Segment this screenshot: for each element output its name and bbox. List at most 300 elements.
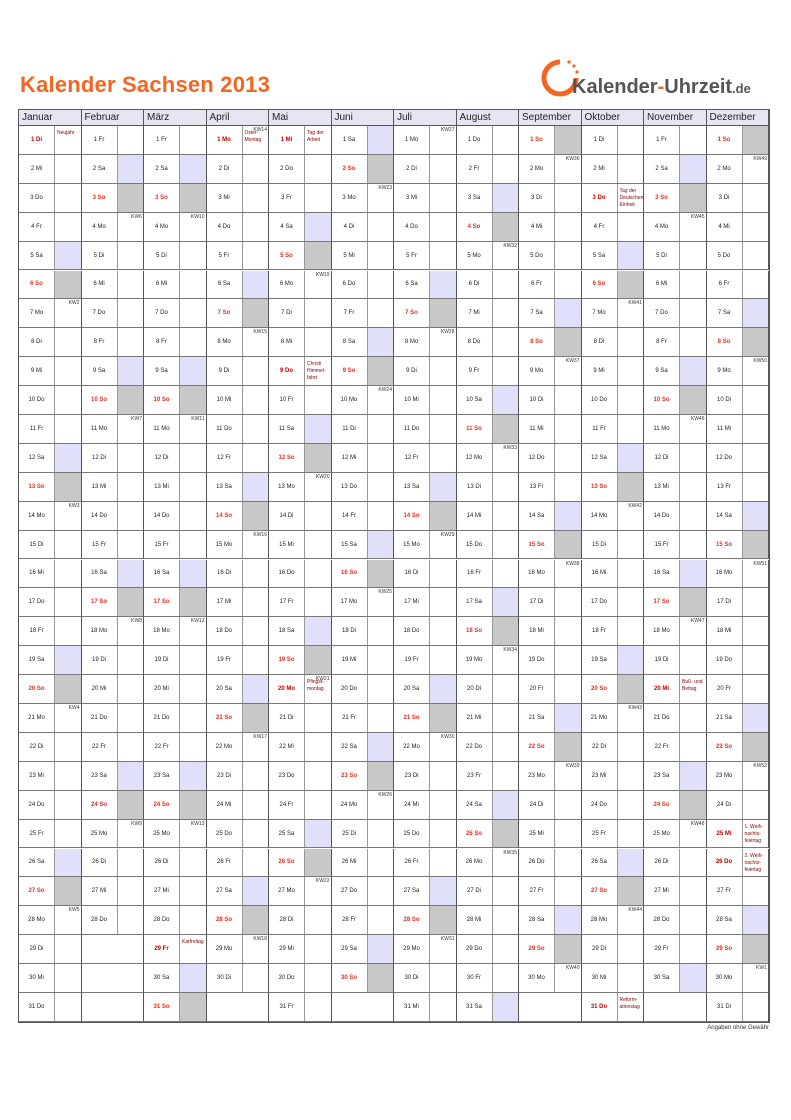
day-note-area <box>743 935 769 963</box>
day-note-area <box>680 877 706 905</box>
day-cell <box>82 213 145 242</box>
day-cell <box>457 704 520 733</box>
day-cell <box>707 820 770 849</box>
day-cell <box>144 704 207 733</box>
week-number: KW39 <box>565 762 580 769</box>
day-cell <box>519 357 582 386</box>
day-cell <box>82 502 145 531</box>
day-number-label: 28 Fr <box>332 906 368 934</box>
day-number-label: 27 Mo <box>269 877 305 905</box>
day-cell <box>332 271 395 300</box>
day-cell <box>207 531 270 560</box>
day-note-area <box>493 531 519 559</box>
day-number-label: 1 Sa <box>332 126 368 154</box>
day-cell <box>644 791 707 820</box>
day-number-label: 3 Di <box>519 184 555 212</box>
day-note-area <box>555 531 581 559</box>
day-cell <box>207 126 270 155</box>
day-number-label: 14 Mo <box>19 502 55 530</box>
day-number-label: 19 Di <box>144 646 180 674</box>
day-cell <box>707 328 770 357</box>
brand-logo[interactable] <box>540 56 780 104</box>
day-note-area <box>430 675 456 703</box>
day-number-label: 10 Do <box>582 386 618 414</box>
day-cell <box>207 155 270 184</box>
day-number-label: 14 Mi <box>457 502 493 530</box>
day-cell <box>207 646 270 675</box>
day-note-area <box>743 184 769 212</box>
day-note-area <box>618 328 644 356</box>
day-number-label: 31 Do <box>582 993 618 1021</box>
day-note-area <box>680 560 706 588</box>
day-cell <box>144 386 207 415</box>
day-number-label: 27 Mi <box>82 877 118 905</box>
day-cell <box>394 531 457 560</box>
day-note-area <box>118 271 144 299</box>
day-note-area <box>743 820 769 848</box>
month-header-11: Dezember <box>707 110 770 126</box>
day-number-label: 12 Di <box>644 444 680 472</box>
day-number-label: 25 Sa <box>269 820 305 848</box>
day-note-area <box>555 444 581 472</box>
day-number-label: 25 Fr <box>582 820 618 848</box>
day-cell <box>582 502 645 531</box>
day-note-area <box>243 617 269 645</box>
day-number-label: 22 Di <box>19 733 55 761</box>
day-cell <box>144 299 207 328</box>
day-number-label: 14 Do <box>82 502 118 530</box>
day-cell <box>582 964 645 993</box>
day-number-label: 16 Mi <box>582 560 618 588</box>
day-number-label: 4 Mo <box>644 213 680 241</box>
day-note-area <box>555 820 581 848</box>
day-number-label: 27 So <box>19 877 55 905</box>
day-number-label: 13 Mi <box>644 473 680 501</box>
day-cell <box>394 502 457 531</box>
day-note-area <box>180 849 206 877</box>
day-note-area <box>555 213 581 241</box>
day-cell <box>207 502 270 531</box>
day-note-area <box>55 242 81 270</box>
day-cell <box>269 675 332 704</box>
day-note-area <box>243 473 269 501</box>
week-number: KW21 <box>315 676 330 683</box>
day-cell <box>582 415 645 444</box>
day-note-area <box>180 646 206 674</box>
day-number-label: 4 Mo <box>82 213 118 241</box>
day-note-area <box>743 906 769 934</box>
day-number-label: 21 Do <box>144 704 180 732</box>
day-note-area <box>618 155 644 183</box>
day-note-area <box>368 560 394 588</box>
day-cell <box>19 820 82 849</box>
day-number-label: 1 Do <box>457 126 493 154</box>
day-number-label: 1 Mi <box>269 126 305 154</box>
day-number-label: 30 Mi <box>582 964 618 992</box>
day-number-label: 2 Mi <box>582 155 618 183</box>
day-number-label: 7 Sa <box>707 299 743 327</box>
day-number-label: 7 So <box>394 299 430 327</box>
day-note-area <box>180 444 206 472</box>
day-cell <box>707 675 770 704</box>
day-cell <box>457 906 520 935</box>
day-note-area <box>430 184 456 212</box>
day-cell <box>644 444 707 473</box>
week-number: KW8 <box>131 618 142 625</box>
day-note-area <box>430 762 456 790</box>
day-number-label: 15 Mo <box>207 531 243 559</box>
day-cell <box>644 328 707 357</box>
day-number-label: 12 Sa <box>19 444 55 472</box>
day-cell <box>582 271 645 300</box>
day-number-label: 19 Sa <box>582 646 618 674</box>
day-cell <box>707 617 770 646</box>
day-note-area <box>618 242 644 270</box>
day-number-label: 8 Fr <box>82 328 118 356</box>
day-number-label: 18 Mi <box>707 617 743 645</box>
day-cell <box>707 906 770 935</box>
day-number-label: 23 Mi <box>19 762 55 790</box>
day-note-area <box>618 704 644 732</box>
day-number-label: 27 Fr <box>519 877 555 905</box>
day-cell <box>269 820 332 849</box>
day-number-label: 6 Di <box>457 271 493 299</box>
day-number-label: 26 Mo <box>457 849 493 877</box>
week-number: KW1 <box>756 965 767 972</box>
day-note-area <box>305 964 331 992</box>
day-number-label: 27 Mi <box>144 877 180 905</box>
day-number-label: 21 Fr <box>332 704 368 732</box>
day-note-area <box>368 328 394 356</box>
day-note-area <box>180 213 206 241</box>
day-note-area <box>368 271 394 299</box>
day-number-label: 21 Mo <box>582 704 618 732</box>
day-cell <box>144 242 207 271</box>
day-note-area <box>430 820 456 848</box>
day-note-area <box>180 357 206 385</box>
day-cell <box>582 849 645 878</box>
day-cell <box>644 733 707 762</box>
day-number-label: 25 Di <box>332 820 368 848</box>
day-note-area <box>430 242 456 270</box>
day-cell <box>582 126 645 155</box>
day-note-area <box>118 184 144 212</box>
day-note-area <box>555 155 581 183</box>
day-cell <box>519 820 582 849</box>
day-note-area <box>180 473 206 501</box>
holiday-name: Tag der Arbeit <box>307 130 324 143</box>
day-number-label: 8 Mo <box>394 328 430 356</box>
day-note-area <box>118 502 144 530</box>
day-number-label: 8 Mi <box>269 328 305 356</box>
day-cell <box>19 415 82 444</box>
day-cell <box>332 444 395 473</box>
day-cell <box>519 531 582 560</box>
day-note-area <box>680 675 706 703</box>
day-number-label: 4 Sa <box>269 213 305 241</box>
day-number-label: 29 So <box>519 935 555 963</box>
day-number-label: 8 Di <box>582 328 618 356</box>
day-note-area <box>368 386 394 414</box>
day-number-label: 8 Sa <box>332 328 368 356</box>
day-number-label: 30 Mo <box>707 964 743 992</box>
day-number-label: 28 So <box>207 906 243 934</box>
day-note-area <box>493 328 519 356</box>
day-cell <box>269 415 332 444</box>
day-cell <box>144 675 207 704</box>
day-note-area <box>55 646 81 674</box>
empty-day-cell <box>82 993 145 1022</box>
day-number-label: 17 Mo <box>332 588 368 616</box>
day-number-label: 21 Do <box>82 704 118 732</box>
day-note-area <box>493 704 519 732</box>
day-number-label: 17 So <box>82 588 118 616</box>
day-cell <box>19 762 82 791</box>
day-cell <box>457 473 520 502</box>
day-note-area <box>618 588 644 616</box>
day-note-area <box>180 126 206 154</box>
day-number-label: 13 Do <box>332 473 368 501</box>
day-number-label: 11 Mo <box>644 415 680 443</box>
day-cell <box>19 675 82 704</box>
day-note-area <box>618 560 644 588</box>
day-note-area <box>305 791 331 819</box>
day-number-label: 1 So <box>519 126 555 154</box>
day-cell <box>394 560 457 589</box>
day-note-area <box>493 155 519 183</box>
day-note-area <box>180 791 206 819</box>
day-note-area <box>55 935 81 963</box>
day-note-area <box>243 820 269 848</box>
day-note-area <box>430 473 456 501</box>
day-number-label: 7 So <box>207 299 243 327</box>
day-note-area <box>368 155 394 183</box>
day-number-label: 26 Sa <box>19 849 55 877</box>
day-number-label: 17 So <box>644 588 680 616</box>
day-note-area <box>555 935 581 963</box>
day-cell <box>457 849 520 878</box>
day-cell <box>394 964 457 993</box>
week-number: KW38 <box>565 560 580 567</box>
day-note-area <box>555 675 581 703</box>
day-number-label: 30 Mo <box>519 964 555 992</box>
day-note-area <box>555 386 581 414</box>
day-note-area <box>493 993 519 1021</box>
holiday-name: Christi Himmel-fahrt <box>307 361 326 382</box>
day-note-area <box>180 299 206 327</box>
day-note-area <box>243 560 269 588</box>
day-note-area <box>118 386 144 414</box>
day-cell <box>707 357 770 386</box>
day-number-label: 7 Do <box>144 299 180 327</box>
day-note-area <box>430 357 456 385</box>
day-cell <box>269 733 332 762</box>
week-number: KW23 <box>378 184 392 191</box>
day-cell <box>332 357 395 386</box>
day-number-label: 15 Fr <box>644 531 680 559</box>
day-number-label: 7 Sa <box>519 299 555 327</box>
day-note-area <box>680 733 706 761</box>
day-cell <box>582 213 645 242</box>
day-note-area <box>493 213 519 241</box>
day-number-label: 10 Mo <box>332 386 368 414</box>
day-number-label: 12 Do <box>519 444 555 472</box>
day-number-label: 10 So <box>82 386 118 414</box>
day-number-label: 17 Mi <box>394 588 430 616</box>
day-note-area <box>493 299 519 327</box>
day-number-label: 24 So <box>644 791 680 819</box>
day-number-label: 18 Do <box>394 617 430 645</box>
day-cell <box>207 242 270 271</box>
day-number-label: 16 Mo <box>519 560 555 588</box>
day-note-area <box>243 386 269 414</box>
day-note-area <box>430 877 456 905</box>
day-note-area <box>430 155 456 183</box>
week-number: KW12 <box>190 618 205 625</box>
holiday-name: 2. Weih-nachts-feiertag <box>744 852 764 873</box>
day-number-label: 16 Di <box>394 560 430 588</box>
day-cell <box>332 849 395 878</box>
day-number-label: 24 Mi <box>207 791 243 819</box>
day-cell <box>332 560 395 589</box>
day-cell <box>582 675 645 704</box>
day-note-area <box>618 473 644 501</box>
day-number-label: 18 Mi <box>519 617 555 645</box>
day-note-area <box>555 906 581 934</box>
day-number-label: 23 Mi <box>582 762 618 790</box>
day-number-label: 27 Do <box>332 877 368 905</box>
day-cell <box>19 299 82 328</box>
day-number-label: 6 Mi <box>644 271 680 299</box>
day-number-label: 11 Fr <box>19 415 55 443</box>
day-note-area <box>368 762 394 790</box>
day-number-label: 29 Do <box>457 935 493 963</box>
day-number-label: 5 Mo <box>457 242 493 270</box>
day-number-label: 1 Mo <box>207 126 243 154</box>
day-note-area <box>118 328 144 356</box>
day-cell <box>644 242 707 271</box>
day-cell <box>394 820 457 849</box>
month-header-0: Januar <box>19 110 82 126</box>
day-number-label: 5 Do <box>707 242 743 270</box>
day-cell <box>394 877 457 906</box>
day-note-area <box>743 386 769 414</box>
week-number: KW49 <box>753 155 767 162</box>
week-number: KW27 <box>440 127 455 133</box>
day-cell <box>707 299 770 328</box>
day-cell <box>19 849 82 878</box>
day-number-label: 26 Fr <box>207 849 243 877</box>
day-number-label: 26 Di <box>644 849 680 877</box>
day-note-area <box>180 560 206 588</box>
day-cell <box>707 588 770 617</box>
day-number-label: 21 Mi <box>457 704 493 732</box>
week-number: KW50 <box>753 358 767 365</box>
day-note-area <box>555 271 581 299</box>
day-number-label: 16 Sa <box>644 560 680 588</box>
day-note-area <box>743 299 769 327</box>
day-number-label: 17 Fr <box>269 588 305 616</box>
day-note-area <box>305 444 331 472</box>
day-cell <box>394 704 457 733</box>
day-number-label: 21 Do <box>644 704 680 732</box>
day-note-area <box>743 849 769 877</box>
week-number: KW22 <box>315 878 330 885</box>
day-note-area <box>305 271 331 299</box>
day-note-area <box>680 502 706 530</box>
day-note-area <box>180 155 206 183</box>
day-note-area <box>743 126 769 154</box>
day-cell <box>144 415 207 444</box>
day-note-area <box>368 935 394 963</box>
day-cell <box>707 935 770 964</box>
day-note-area <box>55 733 81 761</box>
day-note-area <box>118 473 144 501</box>
day-note-area <box>618 849 644 877</box>
day-note-area <box>368 617 394 645</box>
day-cell <box>644 560 707 589</box>
day-note-area <box>305 126 331 154</box>
day-note-area <box>555 184 581 212</box>
day-note-area <box>55 357 81 385</box>
day-cell <box>457 560 520 589</box>
day-number-label: 26 Sa <box>582 849 618 877</box>
day-cell <box>519 473 582 502</box>
day-note-area <box>493 357 519 385</box>
day-number-label: 8 Fr <box>144 328 180 356</box>
day-number-label: 21 Sa <box>519 704 555 732</box>
day-cell <box>19 791 82 820</box>
day-cell <box>207 675 270 704</box>
day-note-area <box>55 126 81 154</box>
day-cell <box>207 906 270 935</box>
day-note-area <box>368 415 394 443</box>
week-number: KW30 <box>440 733 455 740</box>
day-cell <box>82 560 145 589</box>
day-number-label: 28 Do <box>644 906 680 934</box>
month-header-7: August <box>457 110 520 126</box>
day-cell <box>707 993 770 1022</box>
day-number-label: 20 So <box>19 675 55 703</box>
day-note-area <box>305 617 331 645</box>
day-note-area <box>680 415 706 443</box>
day-note-area <box>180 877 206 905</box>
day-note-area <box>243 213 269 241</box>
day-note-area <box>180 935 206 963</box>
day-note-area <box>618 675 644 703</box>
day-cell <box>519 849 582 878</box>
day-note-area <box>243 126 269 154</box>
day-number-label: 9 Di <box>394 357 430 385</box>
day-number-label: 31 Fr <box>269 993 305 1021</box>
day-number-label: 13 Di <box>457 473 493 501</box>
day-note-area <box>180 704 206 732</box>
day-cell <box>457 762 520 791</box>
day-note-area <box>743 588 769 616</box>
day-number-label: 15 Fr <box>82 531 118 559</box>
day-cell <box>19 271 82 300</box>
week-number: KW42 <box>628 502 642 509</box>
day-note-area <box>305 415 331 443</box>
day-note-area <box>743 646 769 674</box>
day-note-area <box>555 762 581 790</box>
day-cell <box>144 155 207 184</box>
empty-day-cell <box>82 935 145 964</box>
day-number-label: 9 Mo <box>707 357 743 385</box>
day-note-area <box>430 964 456 992</box>
day-number-label: 14 Do <box>644 502 680 530</box>
day-number-label: 30 Fr <box>457 964 493 992</box>
